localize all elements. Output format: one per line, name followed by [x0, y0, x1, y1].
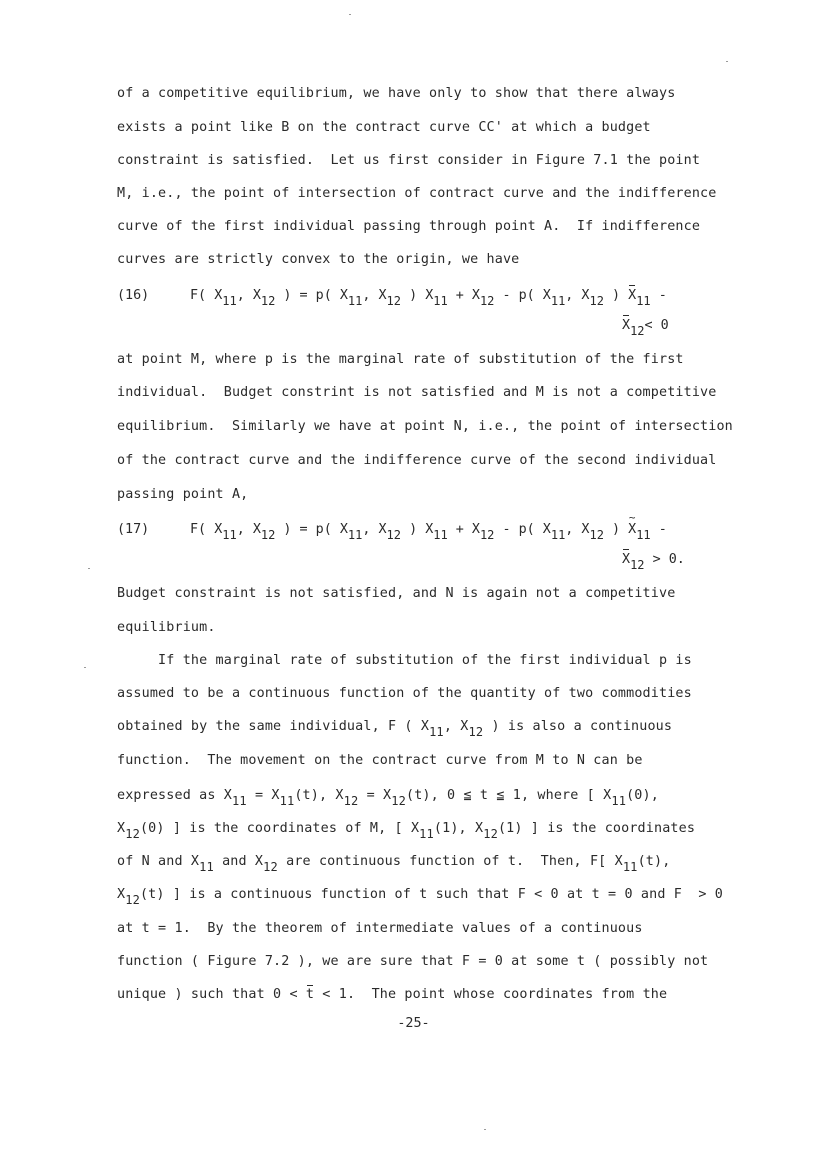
equation-16-label: (16): [117, 288, 150, 303]
text-line: expressed as $X_{11} = X_{11}(t)$, $X_{12} = X_{12}(t)$, 0 ≦ t ≦ 1, where [ $X_{11}(0)$,: [117, 788, 659, 808]
equation-17-continued: $X_{12} > 0$.: [622, 552, 685, 572]
equation-16: F( $X_{11}$, $X_{12}$ ) = p( $X_{11}$, $X_{12}$ ) $X_{11} + X_{12} - p$( $X_{11}$, $X_{12}$ ) $X_{11}$ -: [190, 288, 667, 308]
text-line: of N and $X_{11}$ and $X_{12}$ are continuous function of t. Then, F[ $X_{11}(t)$,: [117, 854, 671, 874]
text-line: at t = 1. By the theorem of intermediate values of a continuous: [117, 921, 643, 936]
text-line: $X_{12}(t)$ ] is a continuous function of t such that F < 0 at t = 0 and F > 0: [117, 887, 724, 907]
equation-16-continued: $X_{12}< 0$: [622, 318, 669, 338]
text-line: curves are strictly convex to the origin, we have: [117, 252, 520, 267]
scan-speck: [84, 667, 86, 668]
text-line: equilibrium.: [117, 620, 216, 635]
text-line: exists a point like B on the contract curve CC' at which a budget: [117, 120, 651, 135]
text-line: curve of the first individual passing through point A. If indifference: [117, 219, 701, 234]
scan-speck: [349, 14, 351, 15]
text-line: obtained by the same individual, F ( $X_{11}$, $X_{12}$ ) is also a continuous: [117, 719, 673, 739]
leq-symbol: ≦: [496, 788, 505, 803]
text-line: If the marginal rate of substitution of the first individual p is: [117, 653, 692, 668]
page-number: -25-: [397, 1016, 430, 1031]
scan-speck: [484, 1129, 486, 1130]
equation-17: F( $X_{11}$, $X_{12}$ ) = p( $X_{11}$, $X_{12}$ ) $X_{11} + X_{12} - p$( $X_{11}$, $X_{12}$ ) ~ $X_{11}$ -: [190, 522, 667, 537]
text-line: passing point A,: [117, 487, 249, 502]
text-line: constraint is satisfied. Let us first consider in Figure 7.1 the point: [117, 153, 701, 168]
text-line: at point M, where p is the marginal rate of substitution of the first: [117, 352, 684, 367]
text-line: of a competitive equilibrium, we have only to show that there always: [117, 86, 676, 101]
text-line: function. The movement on the contract curve from M to N can be: [117, 753, 643, 768]
text-line: function ( Figure 7.2 ), we are sure that F = 0 at some t ( possibly not: [117, 954, 709, 969]
leq-symbol: ≦: [463, 788, 472, 803]
text-line: assumed to be a continuous function of the quantity of two commodities: [117, 686, 692, 701]
text-line: equilibrium. Similarly we have at point N, i.e., the point of intersection: [117, 419, 733, 434]
scan-speck: [726, 61, 728, 62]
text-line: $X_{12}(0)$ ] is the coordinates of M, [ $X_{11}(1)$, $X_{12}(1)$ ] is the coordinates: [117, 821, 696, 841]
text-line: M, i.e., the point of intersection of contract curve and the indifference: [117, 186, 717, 201]
text-line: Budget constraint is not satisfied, and N is again not a competitive: [117, 586, 676, 601]
scan-speck: [88, 568, 90, 569]
text-line: unique ) such that 0 < t < 1. The point whose coordinates from the: [117, 987, 668, 1002]
equation-17-label: (17): [117, 522, 150, 537]
text-line: of the contract curve and the indifference curve of the second individual: [117, 453, 717, 468]
text-line: individual. Budget constrint is not satisfied and M is not a competitive: [117, 385, 717, 400]
